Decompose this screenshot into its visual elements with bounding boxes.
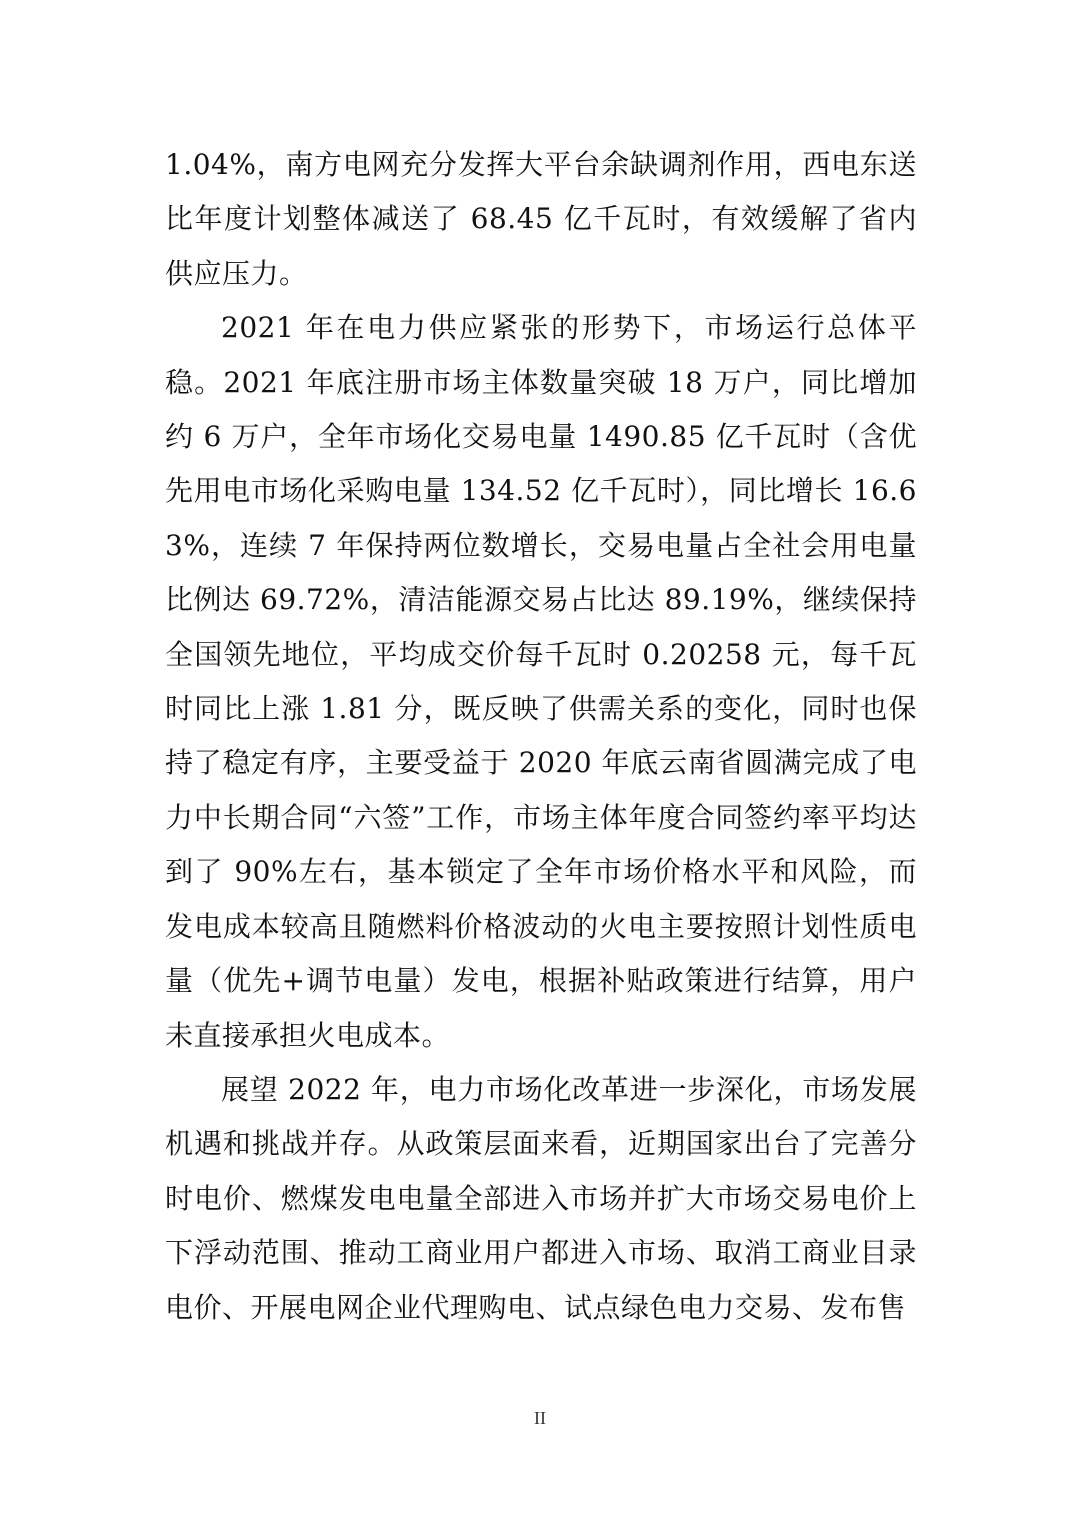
page-number: II: [534, 1408, 546, 1428]
paragraph-continued: 1.04%，南方电网充分发挥大平台余缺调剂作用，西电东送比年度计划整体减送了 68.45 亿千瓦时，有效缓解了省内供应压力。: [165, 148, 917, 290]
paragraph-market-2021: 2021 年在电力供应紧张的形势下，市场运行总体平稳。2021 年底注册市场主体数量突破 18 万户，同比增加约 6 万户，全年市场化交易电量 1490.85 亿千瓦时（含优先用电市场化采购电量 134.52 亿千瓦时），同比增长 16.63%，连续 7 年保持两位数增长，交易电量占全社会用电量比例达 69.72%，清洁能源交易占比达 89.19%，继续保持全国领先地位，平均成交价每千瓦时 0.20258 元，每千瓦时同比上涨 1.81 分，既反映了供需关系的变化，同时也保持了稳定有序，主要受益于 2020 年底云南省圆满完成了电力中长期合同“六签”工作，市场主体年度合同签约率平均达到了 90%左右，基本锁定了全年市场价格水平和风险，而发电成本较高且随燃料价格波动的火电主要按照计划性质电量（优先+调节电量）发电，根据补贴政策进行结算，用户未直接承担火电成本。: [165, 311, 917, 1052]
body-text: [165, 138, 917, 1335]
paragraph-outlook-2022: 展望 2022 年，电力市场化改革进一步深化，市场发展机遇和挑战并存。从政策层面来看，近期国家出台了完善分时电价、燃煤发电电量全部进入市场并扩大市场交易电价上下浮动范围、推动工商业用户都进入市场、取消工商业目录电价、开展电网企业代理购电、试点绿色电力交易、发布售: [165, 1072, 917, 1324]
